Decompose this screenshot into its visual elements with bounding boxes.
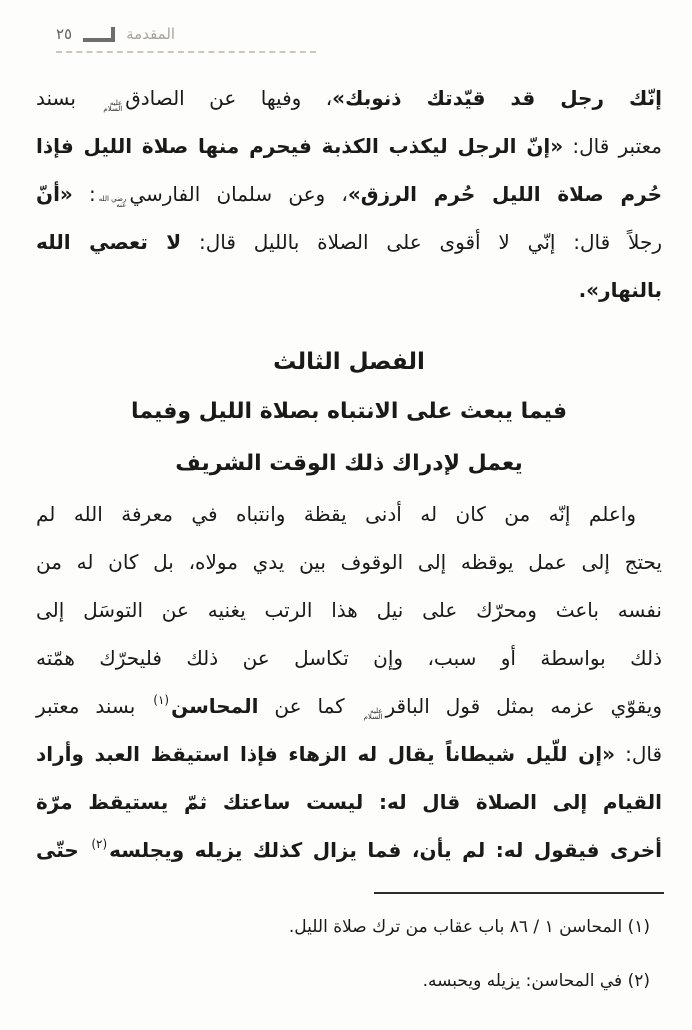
text-segment: رجلاً قال: إنّي لا أقوى على الصلاة بالليل قال: [181,230,663,254]
section-subtitle: يعمل لإدراك ذلك الوقت الشريف [175,451,523,476]
text-line [36,266,662,314]
text-segment: لا تعصي الله [36,230,182,254]
text-segment: حتّى [36,838,90,862]
honorific-mark-icon: عليه السلام [363,706,383,721]
text-segment: ويقوّي عزمه بمثل قول الباقر [385,694,662,718]
header-title: المقدمة [126,25,176,43]
text-segment: بسند [36,86,101,110]
text-segment: «إنّ الرجل ليكذب الكذبة فيحرم منها صلاة الليل فإذا [36,134,564,158]
text-line [36,170,662,218]
footnote: (٢) في المحاسن: يزيله ويحبسه. [422,971,650,991]
text-segment: إنّك رجل قد قيّدتك ذنوبك» [332,86,662,110]
footnote-marker: (١) [153,693,170,707]
text-line [36,122,662,170]
text-line [36,730,662,778]
text-line [36,682,662,730]
text-segment: نفسه باعث ومحرّك على نيل هذا الرتب يغنيه عن التوسَل إلى [36,598,662,622]
text-segment: حُرم صلاة الليل حُرم الرزق» [347,182,662,206]
header-bracket-icon [83,27,115,42]
text-segment: كما عن [258,694,361,718]
text-line [36,490,662,538]
chapter-heading: الفصل الثالث [273,349,425,375]
text-line [36,826,662,874]
text-line [36,218,662,266]
section-subtitle: فيما يبعث على الانتباه بصلاة الليل وفيما [130,399,568,424]
text-segment: قال: [615,742,662,766]
text-segment: بالنهار». [578,278,662,302]
text-line [36,778,662,826]
footnote: (١) المحاسن ١ / ٨٦ باب عقاب من ترك صلاة الليل. [288,917,650,937]
text-segment: ، وعن سلمان الفارسي [129,182,348,206]
text-segment: معتبر قال: [563,134,662,158]
text-line [36,586,662,634]
honorific-mark-icon: عليه السلام [103,98,123,113]
footnote-marker: (٢) [91,837,108,851]
text-segment: ، وفيها عن الصادق [125,86,333,110]
text-segment: بسند معتبر [36,694,152,718]
honorific-mark-icon: رضي الله عنه [98,194,127,209]
text-segment: القيام إلى الصلاة قال له: ليست ساعتك ثمّ يستيقظ مرّة [36,790,662,814]
text-line [36,634,662,682]
text-segment: يحتج إلى عمل يوقظه إلى الوقوف بين يدي مولاه، بل كان له من [36,550,662,574]
footnotes-section [0,894,692,998]
text-segment: «أنّ [36,182,73,206]
text-line [36,74,662,122]
header-rule [56,51,316,53]
text-line [36,538,662,586]
text-segment: ذلك بواسطة أو سبب، وإن تكاسل عن ذلك فليحرّك همّته [36,646,662,670]
text-segment: واعلم إنّه من كان له أدنى يقظة وانتباه في معرفة الله لم [36,502,636,526]
text-segment: : [72,182,96,206]
text-segment: «إن للّيل شيطاناً يقال له الزهاء فإذا استيقظ العبد وأراد [36,742,615,766]
running-header [56,20,175,48]
text-segment: أخرى فيقول له: لم يأن، فما يزال كذلك يزيله ويجلسه [109,838,663,862]
page-number: ٢٥ [56,25,73,43]
text-segment: المحاسن [171,694,259,718]
